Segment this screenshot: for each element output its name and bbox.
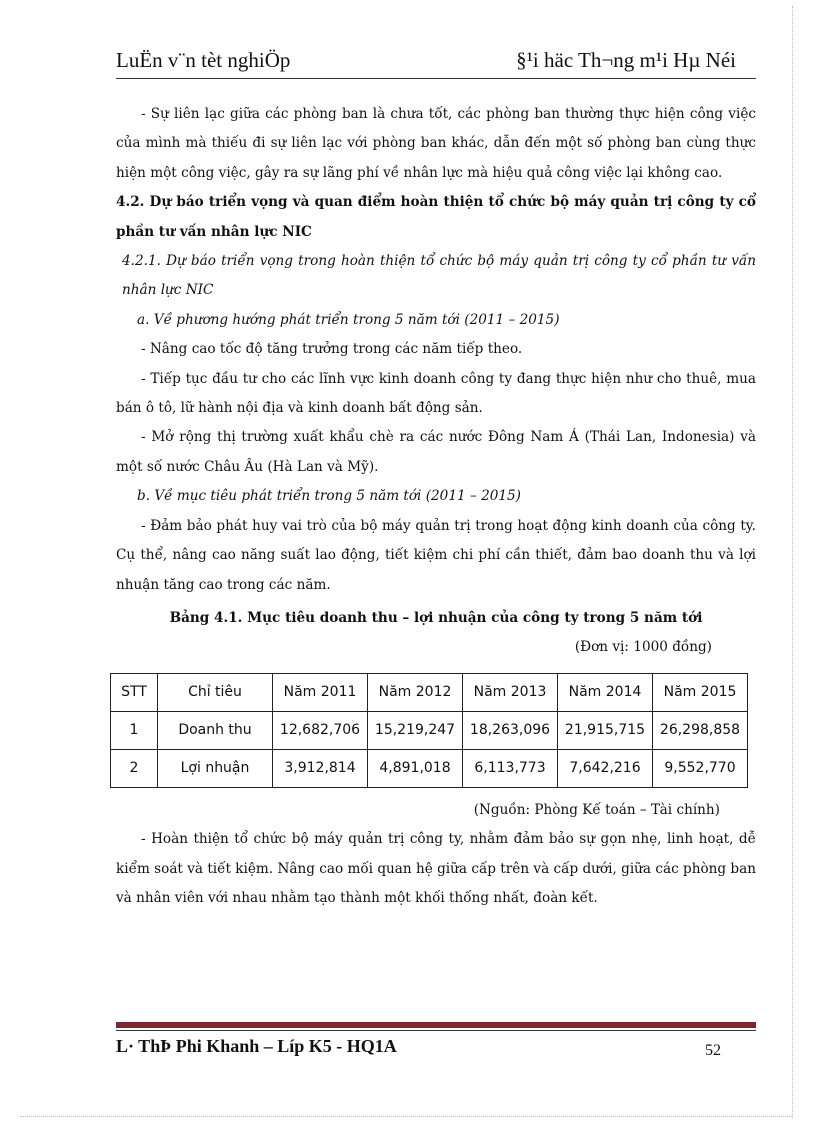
table-cell: 18,263,096 xyxy=(463,711,558,749)
table-header-cell: Năm 2011 xyxy=(273,673,368,711)
paragraph-organization: - Hoàn thiện tổ chức bộ máy quản trị công ty, nhằm đảm bảo sự gọn nhẹ, linh hoạt, dễ kiểm soát và tiết kiệm. Nâng cao mối quan hệ giữa cấp trên và cấp dưới, giữa các phòng ban và nhân viên với nhau nhằm tạo thành một khối thống nhất, đoàn kết. xyxy=(116,831,756,906)
page-border-right xyxy=(792,6,793,1118)
header-rule xyxy=(116,78,756,79)
table-cell: 26,298,858 xyxy=(653,711,748,749)
table-header-cell: Năm 2012 xyxy=(368,673,463,711)
table-header-cell: Năm 2015 xyxy=(653,673,748,711)
table-cell: 1 xyxy=(111,711,158,749)
footer-rule-thin xyxy=(116,1030,756,1031)
revenue-profit-table xyxy=(110,673,748,788)
table-cell: 9,552,770 xyxy=(653,749,748,787)
header-university-label: §¹i häc Th¬ng m¹i Hµ Néi xyxy=(516,48,736,72)
table-header-cell: STT xyxy=(111,673,158,711)
paragraph-growth: - Nâng cao tốc độ tăng trưởng trong các năm tiếp theo. xyxy=(141,341,523,358)
footer-author: L· ThÞ Phi Khanh – Líp K5 - HQ1A xyxy=(116,1036,397,1056)
table-cell: Doanh thu xyxy=(158,711,273,749)
table-cell: 2 xyxy=(111,749,158,787)
table-header-cell: Năm 2013 xyxy=(463,673,558,711)
table-cell: 3,912,814 xyxy=(273,749,368,787)
document-body xyxy=(116,100,756,913)
table-row xyxy=(111,749,748,787)
section-heading-4-2-1: 4.2.1. Dự báo triển vọng trong hoàn thiện tổ chức bộ máy quản trị công ty cổ phần tư vấn nhân lực NIC xyxy=(122,253,756,299)
paragraph-communication: - Sự liên lạc giữa các phòng ban là chưa tốt, các phòng ban thường thực hiện công việc của mình mà thiếu đi sự liên lạc với phòng ban khác, dẫn đến một số phòng ban cùng thực hiện một công việc, gây ra sự lãng phí về nhân lực mà hiệu quả công việc lại không cao. xyxy=(116,106,756,181)
table-source: (Nguồn: Phòng Kế toán – Tài chính) xyxy=(473,801,720,818)
page-border-bottom xyxy=(20,1116,792,1117)
table-cell: 15,219,247 xyxy=(368,711,463,749)
table-cell: 4,891,018 xyxy=(368,749,463,787)
table-cell: 7,642,216 xyxy=(558,749,653,787)
paragraph-export: - Mở rộng thị trường xuất khẩu chè ra các nước Đông Nam Á (Thái Lan, Indonesia) và một số nước Châu Âu (Hà Lan và Mỹ). xyxy=(116,429,756,475)
subheading-b: b. Về mục tiêu phát triển trong 5 năm tới (2011 – 2015) xyxy=(137,488,521,505)
paragraph-investment: - Tiếp tục đầu tư cho các lĩnh vực kinh doanh công ty đang thực hiện như cho thuê, mua bán ô tô, lữ hành nội địa và kinh doanh bất động sản. xyxy=(116,370,756,417)
table-unit: (Đơn vị: 1000 đồng) xyxy=(574,639,712,656)
paragraph-role: - Đảm bảo phát huy vai trò của bộ máy quản trị trong hoạt động kinh doanh của công ty. Cụ thể, nâng cao năng suất lao động, tiết kiệm chi phí cần thiết, đảm bao doanh thu và lợi nhuận tăng cao trong các năm. xyxy=(116,517,756,593)
table-header-cell: Năm 2014 xyxy=(558,673,653,711)
page-number: 52 xyxy=(705,1042,721,1059)
table-header-cell: Chỉ tiêu xyxy=(158,673,273,711)
page-header xyxy=(116,48,754,78)
header-thesis-label: LuËn v¨n tèt nghiÖp xyxy=(116,48,291,72)
subheading-a: a. Về phương hướng phát triển trong 5 năm tới (2011 – 2015) xyxy=(137,311,560,328)
table-cell: 6,113,773 xyxy=(463,749,558,787)
table-caption: Bảng 4.1. Mục tiêu doanh thu – lợi nhuận của công ty trong 5 năm tới xyxy=(169,609,703,626)
table-header-row xyxy=(111,673,748,711)
table-cell: 12,682,706 xyxy=(273,711,368,749)
footer-rule-thick xyxy=(116,1022,756,1028)
table-cell: 21,915,715 xyxy=(558,711,653,749)
table-cell: Lợi nhuận xyxy=(158,749,273,787)
table-row xyxy=(111,711,748,749)
section-heading-4-2: 4.2. Dự báo triển vọng và quan điểm hoàn thiện tổ chức bộ máy quản trị công ty cổ phần tư vấn nhân lực NIC xyxy=(116,194,756,240)
